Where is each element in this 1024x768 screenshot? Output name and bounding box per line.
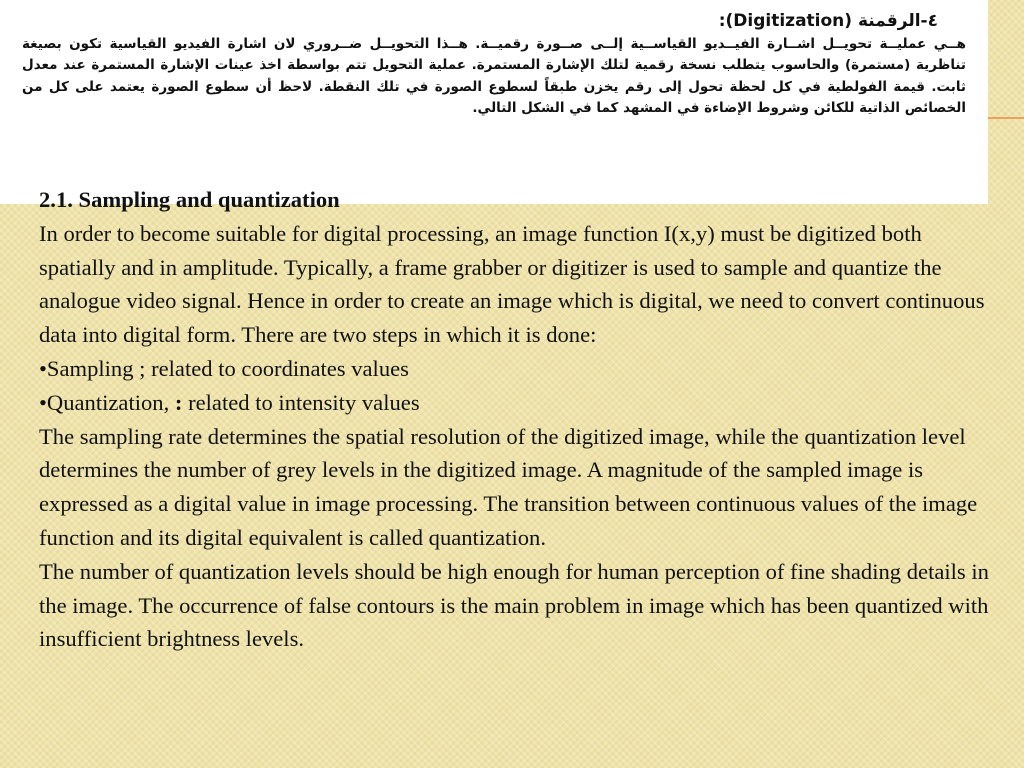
bullet-quantization-colon: : <box>174 389 183 415</box>
arabic-text-panel <box>0 0 988 204</box>
intro-paragraph: In order to become suitable for digital processing, an image function I(x,y) must be digitized both spatially and in amplitude. Typically, a frame grabber or digitizer is used to sample and quantize the analogue video signal. Hence in order to create an image which is digital, we need to convert continuous data into digital form. There are two steps in which it is done: <box>39 220 985 348</box>
quantization-levels-paragraph: The number of quantization levels should be high enough for human perception of fine shading details in the image. The occurrence of false contours is the main problem in image which has been quantized with insufficient brightness levels. <box>39 558 989 652</box>
bullet-quantization <box>39 386 1001 420</box>
arabic-body: هــي عمليــة تحويــل اشــارة الفيــديو القياســية إلــى صــورة رقميــة. هــذا التحويــل ضــروري لان اشارة الفيديو القياسية تكون بصيغة تناظرية (مستمرة) والحاسوب يتطلب نسخة رقمية لتلك الإشارة المستمرة. عملية التحويل تتم بواسطة اخذ عينات الإشارة المستمرة عند معدل ثابت. قيمة الفولطية في كل لحظة تحول إلى رقم يخزن طبقاً لسطوع الصورة في تلك النقطة. لاحظ أن سطوع الصورة يعتمد على كل من الخصائص الذاتية للكائن وشروط الإضاءة في المشهد كما في الشكل التالي. <box>22 36 966 116</box>
accent-line <box>988 117 1024 119</box>
bullet-sampling: •Sampling ; related to coordinates values <box>39 355 409 381</box>
bullet-quantization-suffix: related to intensity values <box>182 389 420 415</box>
bullet-quantization-prefix: •Quantization, <box>39 389 175 415</box>
arabic-title: ٤-الرقمنة (Digitization): <box>718 11 938 31</box>
section-heading: 2.1. Sampling and quantization <box>39 187 340 212</box>
sampling-rate-paragraph: The sampling rate determines the spatial resolution of the digitized image, while the quantization level determines the number of grey levels in the digitized image. A magnitude of the sampled image is expressed as a digital value in image processing. The transition between continuous values of the image function and its digital equivalent is called quantization. <box>39 423 978 550</box>
slide-content <box>39 183 1001 656</box>
